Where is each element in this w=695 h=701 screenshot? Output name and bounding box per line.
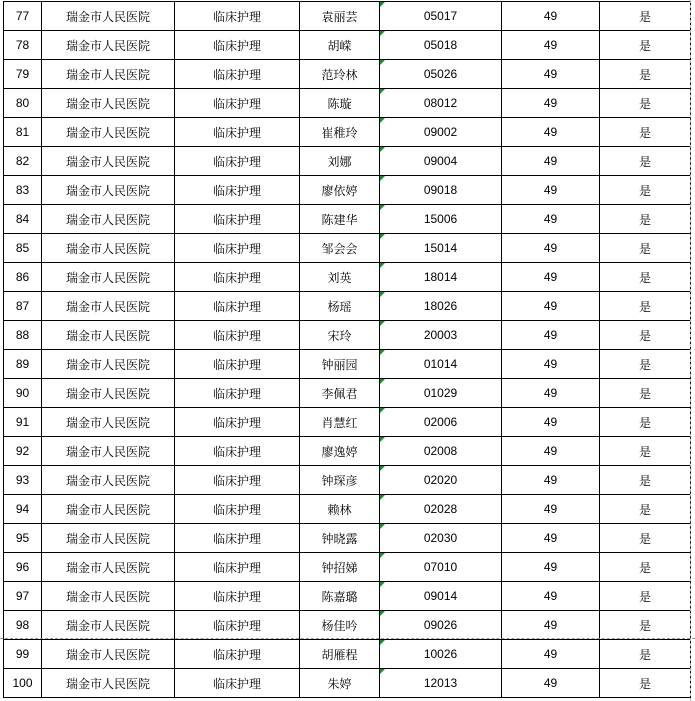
name-cell[interactable]: 袁丽芸 — [300, 2, 380, 31]
table-row — [4, 669, 691, 698]
score-cell[interactable]: 49 — [502, 553, 600, 582]
name-cell[interactable]: 朱婷 — [300, 669, 380, 698]
candidate-code-cell[interactable]: 02020 — [380, 466, 502, 495]
major-cell[interactable]: 临床护理 — [175, 118, 300, 147]
row-number-cell[interactable]: 100 — [4, 669, 42, 698]
row-number-cell[interactable]: 99 — [4, 640, 42, 669]
row-number-cell[interactable]: 81 — [4, 118, 42, 147]
candidate-code-cell[interactable]: 09026 — [380, 611, 502, 640]
score-cell[interactable]: 49 — [502, 263, 600, 292]
candidate-code-cell[interactable]: 18026 — [380, 292, 502, 321]
hospital-cell[interactable]: 瑞金市人民医院 — [42, 582, 175, 611]
candidate-code-cell[interactable]: 02030 — [380, 524, 502, 553]
major-cell[interactable]: 临床护理 — [175, 524, 300, 553]
table-row — [4, 611, 691, 640]
page-break-line — [0, 638, 695, 639]
score-cell[interactable]: 49 — [502, 147, 600, 176]
major-cell[interactable]: 临床护理 — [175, 234, 300, 263]
major-cell[interactable]: 临床护理 — [175, 553, 300, 582]
column-gridline — [690, 0, 695, 701]
qualified-cell[interactable]: 是 — [600, 31, 691, 60]
score-cell[interactable]: 49 — [502, 495, 600, 524]
qualified-cell[interactable]: 是 — [600, 640, 691, 669]
row-number-cell[interactable]: 79 — [4, 60, 42, 89]
hospital-cell[interactable]: 瑞金市人民医院 — [42, 89, 175, 118]
candidate-code-cell[interactable]: 09002 — [380, 118, 502, 147]
table-row — [4, 321, 691, 350]
hospital-cell[interactable]: 瑞金市人民医院 — [42, 118, 175, 147]
row-number-cell[interactable]: 77 — [4, 2, 42, 31]
qualified-cell[interactable]: 是 — [600, 611, 691, 640]
name-cell[interactable]: 陈嘉璐 — [300, 582, 380, 611]
name-cell[interactable]: 胡雁程 — [300, 640, 380, 669]
qualified-cell[interactable]: 是 — [600, 524, 691, 553]
major-cell[interactable]: 临床护理 — [175, 495, 300, 524]
table-row — [4, 495, 691, 524]
major-cell[interactable]: 临床护理 — [175, 60, 300, 89]
score-cell[interactable]: 49 — [502, 176, 600, 205]
table-row — [4, 466, 691, 495]
major-cell[interactable]: 临床护理 — [175, 176, 300, 205]
major-cell[interactable]: 临床护理 — [175, 89, 300, 118]
major-cell[interactable]: 临床护理 — [175, 437, 300, 466]
candidate-code-cell[interactable]: 07010 — [380, 553, 502, 582]
table-row — [4, 553, 691, 582]
qualified-cell[interactable]: 是 — [600, 582, 691, 611]
candidate-code-cell[interactable]: 15006 — [380, 205, 502, 234]
score-cell[interactable]: 49 — [502, 669, 600, 698]
hospital-cell[interactable]: 瑞金市人民医院 — [42, 379, 175, 408]
name-cell[interactable]: 陈建华 — [300, 205, 380, 234]
row-number-cell[interactable]: 92 — [4, 437, 42, 466]
row-number-cell[interactable]: 93 — [4, 466, 42, 495]
major-cell[interactable]: 临床护理 — [175, 408, 300, 437]
major-cell[interactable]: 临床护理 — [175, 582, 300, 611]
score-cell[interactable]: 49 — [502, 321, 600, 350]
table-row — [4, 379, 691, 408]
name-cell[interactable]: 崔稚玲 — [300, 118, 380, 147]
name-cell[interactable]: 胡嵘 — [300, 31, 380, 60]
table-row — [4, 176, 691, 205]
hospital-cell[interactable]: 瑞金市人民医院 — [42, 495, 175, 524]
name-cell[interactable]: 廖逸婷 — [300, 437, 380, 466]
candidate-code-cell[interactable]: 09018 — [380, 176, 502, 205]
hospital-cell[interactable]: 瑞金市人民医院 — [42, 321, 175, 350]
table-row — [4, 147, 691, 176]
score-cell[interactable]: 49 — [502, 582, 600, 611]
major-cell[interactable]: 临床护理 — [175, 292, 300, 321]
major-cell[interactable]: 临床护理 — [175, 379, 300, 408]
results-table — [3, 1, 691, 698]
score-cell[interactable]: 49 — [502, 31, 600, 60]
qualified-cell[interactable]: 是 — [600, 263, 691, 292]
major-cell[interactable]: 临床护理 — [175, 147, 300, 176]
candidate-code-cell[interactable]: 05018 — [380, 31, 502, 60]
hospital-cell[interactable]: 瑞金市人民医院 — [42, 234, 175, 263]
row-number-cell[interactable]: 85 — [4, 234, 42, 263]
table-row — [4, 205, 691, 234]
hospital-cell[interactable]: 瑞金市人民医院 — [42, 263, 175, 292]
score-cell[interactable]: 49 — [502, 89, 600, 118]
table-row — [4, 408, 691, 437]
score-cell[interactable]: 49 — [502, 2, 600, 31]
row-number-cell[interactable]: 84 — [4, 205, 42, 234]
qualified-cell[interactable]: 是 — [600, 437, 691, 466]
name-cell[interactable]: 刘娜 — [300, 147, 380, 176]
hospital-cell[interactable]: 瑞金市人民医院 — [42, 176, 175, 205]
score-cell[interactable]: 49 — [502, 60, 600, 89]
row-number-cell[interactable]: 80 — [4, 89, 42, 118]
table-row — [4, 89, 691, 118]
major-cell[interactable]: 临床护理 — [175, 669, 300, 698]
score-cell[interactable]: 49 — [502, 611, 600, 640]
candidate-code-cell[interactable]: 01014 — [380, 350, 502, 379]
candidate-code-cell[interactable]: 02028 — [380, 495, 502, 524]
qualified-cell[interactable]: 是 — [600, 89, 691, 118]
name-cell[interactable]: 刘英 — [300, 263, 380, 292]
name-cell[interactable]: 钟晓露 — [300, 524, 380, 553]
qualified-cell[interactable]: 是 — [600, 553, 691, 582]
candidate-code-cell[interactable]: 20003 — [380, 321, 502, 350]
candidate-code-cell[interactable]: 02006 — [380, 408, 502, 437]
major-cell[interactable]: 临床护理 — [175, 205, 300, 234]
row-number-cell[interactable]: 89 — [4, 350, 42, 379]
major-cell[interactable]: 临床护理 — [175, 350, 300, 379]
qualified-cell[interactable]: 是 — [600, 350, 691, 379]
score-cell[interactable]: 49 — [502, 466, 600, 495]
candidate-code-cell[interactable]: 10026 — [380, 640, 502, 669]
candidate-code-cell[interactable]: 09004 — [380, 147, 502, 176]
qualified-cell[interactable]: 是 — [600, 147, 691, 176]
name-cell[interactable]: 陈璇 — [300, 89, 380, 118]
major-cell[interactable]: 临床护理 — [175, 2, 300, 31]
table-body — [4, 2, 691, 698]
table-row — [4, 31, 691, 60]
row-number-cell[interactable]: 88 — [4, 321, 42, 350]
candidate-code-cell[interactable]: 09014 — [380, 582, 502, 611]
table-row — [4, 60, 691, 89]
candidate-code-cell[interactable]: 18014 — [380, 263, 502, 292]
hospital-cell[interactable]: 瑞金市人民医院 — [42, 669, 175, 698]
candidate-code-cell[interactable]: 02008 — [380, 437, 502, 466]
candidate-code-cell[interactable]: 05026 — [380, 60, 502, 89]
qualified-cell[interactable]: 是 — [600, 669, 691, 698]
table-row — [4, 2, 691, 31]
candidate-code-cell[interactable]: 01029 — [380, 379, 502, 408]
row-number-cell[interactable]: 82 — [4, 147, 42, 176]
qualified-cell[interactable]: 是 — [600, 292, 691, 321]
major-cell[interactable]: 临床护理 — [175, 466, 300, 495]
score-cell[interactable]: 49 — [502, 292, 600, 321]
row-number-cell[interactable]: 97 — [4, 582, 42, 611]
name-cell[interactable]: 杨佳吟 — [300, 611, 380, 640]
major-cell[interactable]: 临床护理 — [175, 263, 300, 292]
table-row — [4, 118, 691, 147]
score-cell[interactable]: 49 — [502, 118, 600, 147]
name-cell[interactable]: 赖林 — [300, 495, 380, 524]
hospital-cell[interactable]: 瑞金市人民医院 — [42, 437, 175, 466]
name-cell[interactable]: 钟招娣 — [300, 553, 380, 582]
hospital-cell[interactable]: 瑞金市人民医院 — [42, 2, 175, 31]
score-cell[interactable]: 49 — [502, 234, 600, 263]
qualified-cell[interactable]: 是 — [600, 118, 691, 147]
qualified-cell[interactable]: 是 — [600, 495, 691, 524]
hospital-cell[interactable]: 瑞金市人民医院 — [42, 60, 175, 89]
name-cell[interactable]: 钟丽园 — [300, 350, 380, 379]
score-cell[interactable]: 49 — [502, 524, 600, 553]
score-cell[interactable]: 49 — [502, 640, 600, 669]
row-number-cell[interactable]: 94 — [4, 495, 42, 524]
row-number-cell[interactable]: 95 — [4, 524, 42, 553]
table-row — [4, 234, 691, 263]
name-cell[interactable]: 宋玲 — [300, 321, 380, 350]
qualified-cell[interactable]: 是 — [600, 2, 691, 31]
table-row — [4, 292, 691, 321]
name-cell[interactable]: 肖慧红 — [300, 408, 380, 437]
row-number-cell[interactable]: 91 — [4, 408, 42, 437]
score-cell[interactable]: 49 — [502, 205, 600, 234]
row-number-cell[interactable]: 78 — [4, 31, 42, 60]
qualified-cell[interactable]: 是 — [600, 321, 691, 350]
row-number-cell[interactable]: 96 — [4, 553, 42, 582]
name-cell[interactable]: 杨瑶 — [300, 292, 380, 321]
candidate-code-cell[interactable]: 08012 — [380, 89, 502, 118]
candidate-code-cell[interactable]: 12013 — [380, 669, 502, 698]
qualified-cell[interactable]: 是 — [600, 234, 691, 263]
hospital-cell[interactable]: 瑞金市人民医院 — [42, 31, 175, 60]
table-row — [4, 263, 691, 292]
candidate-code-cell[interactable]: 15014 — [380, 234, 502, 263]
hospital-cell[interactable]: 瑞金市人民医院 — [42, 524, 175, 553]
row-number-cell[interactable]: 98 — [4, 611, 42, 640]
qualified-cell[interactable]: 是 — [600, 176, 691, 205]
qualified-cell[interactable]: 是 — [600, 408, 691, 437]
hospital-cell[interactable]: 瑞金市人民医院 — [42, 408, 175, 437]
table-row — [4, 582, 691, 611]
qualified-cell[interactable]: 是 — [600, 379, 691, 408]
row-number-cell[interactable]: 86 — [4, 263, 42, 292]
hospital-cell[interactable]: 瑞金市人民医院 — [42, 553, 175, 582]
hospital-cell[interactable]: 瑞金市人民医院 — [42, 640, 175, 669]
table-row — [4, 640, 691, 669]
hospital-cell[interactable]: 瑞金市人民医院 — [42, 466, 175, 495]
name-cell[interactable]: 邹会会 — [300, 234, 380, 263]
name-cell[interactable]: 范玲林 — [300, 60, 380, 89]
table-row — [4, 437, 691, 466]
candidate-code-cell[interactable]: 05017 — [380, 2, 502, 31]
hospital-cell[interactable]: 瑞金市人民医院 — [42, 292, 175, 321]
hospital-cell[interactable]: 瑞金市人民医院 — [42, 205, 175, 234]
qualified-cell[interactable]: 是 — [600, 466, 691, 495]
table-row — [4, 350, 691, 379]
score-cell[interactable]: 49 — [502, 408, 600, 437]
qualified-cell[interactable]: 是 — [600, 205, 691, 234]
name-cell[interactable]: 钟琛彦 — [300, 466, 380, 495]
row-number-cell[interactable]: 87 — [4, 292, 42, 321]
major-cell[interactable]: 临床护理 — [175, 321, 300, 350]
hospital-cell[interactable]: 瑞金市人民医院 — [42, 147, 175, 176]
name-cell[interactable]: 廖依婷 — [300, 176, 380, 205]
score-cell[interactable]: 49 — [502, 350, 600, 379]
score-cell[interactable]: 49 — [502, 437, 600, 466]
qualified-cell[interactable]: 是 — [600, 60, 691, 89]
hospital-cell[interactable]: 瑞金市人民医院 — [42, 350, 175, 379]
score-cell[interactable]: 49 — [502, 379, 600, 408]
table-row — [4, 524, 691, 553]
row-number-cell[interactable]: 90 — [4, 379, 42, 408]
hospital-cell[interactable]: 瑞金市人民医院 — [42, 611, 175, 640]
major-cell[interactable]: 临床护理 — [175, 31, 300, 60]
major-cell[interactable]: 临床护理 — [175, 640, 300, 669]
row-number-cell[interactable]: 83 — [4, 176, 42, 205]
name-cell[interactable]: 李佩君 — [300, 379, 380, 408]
major-cell[interactable]: 临床护理 — [175, 611, 300, 640]
